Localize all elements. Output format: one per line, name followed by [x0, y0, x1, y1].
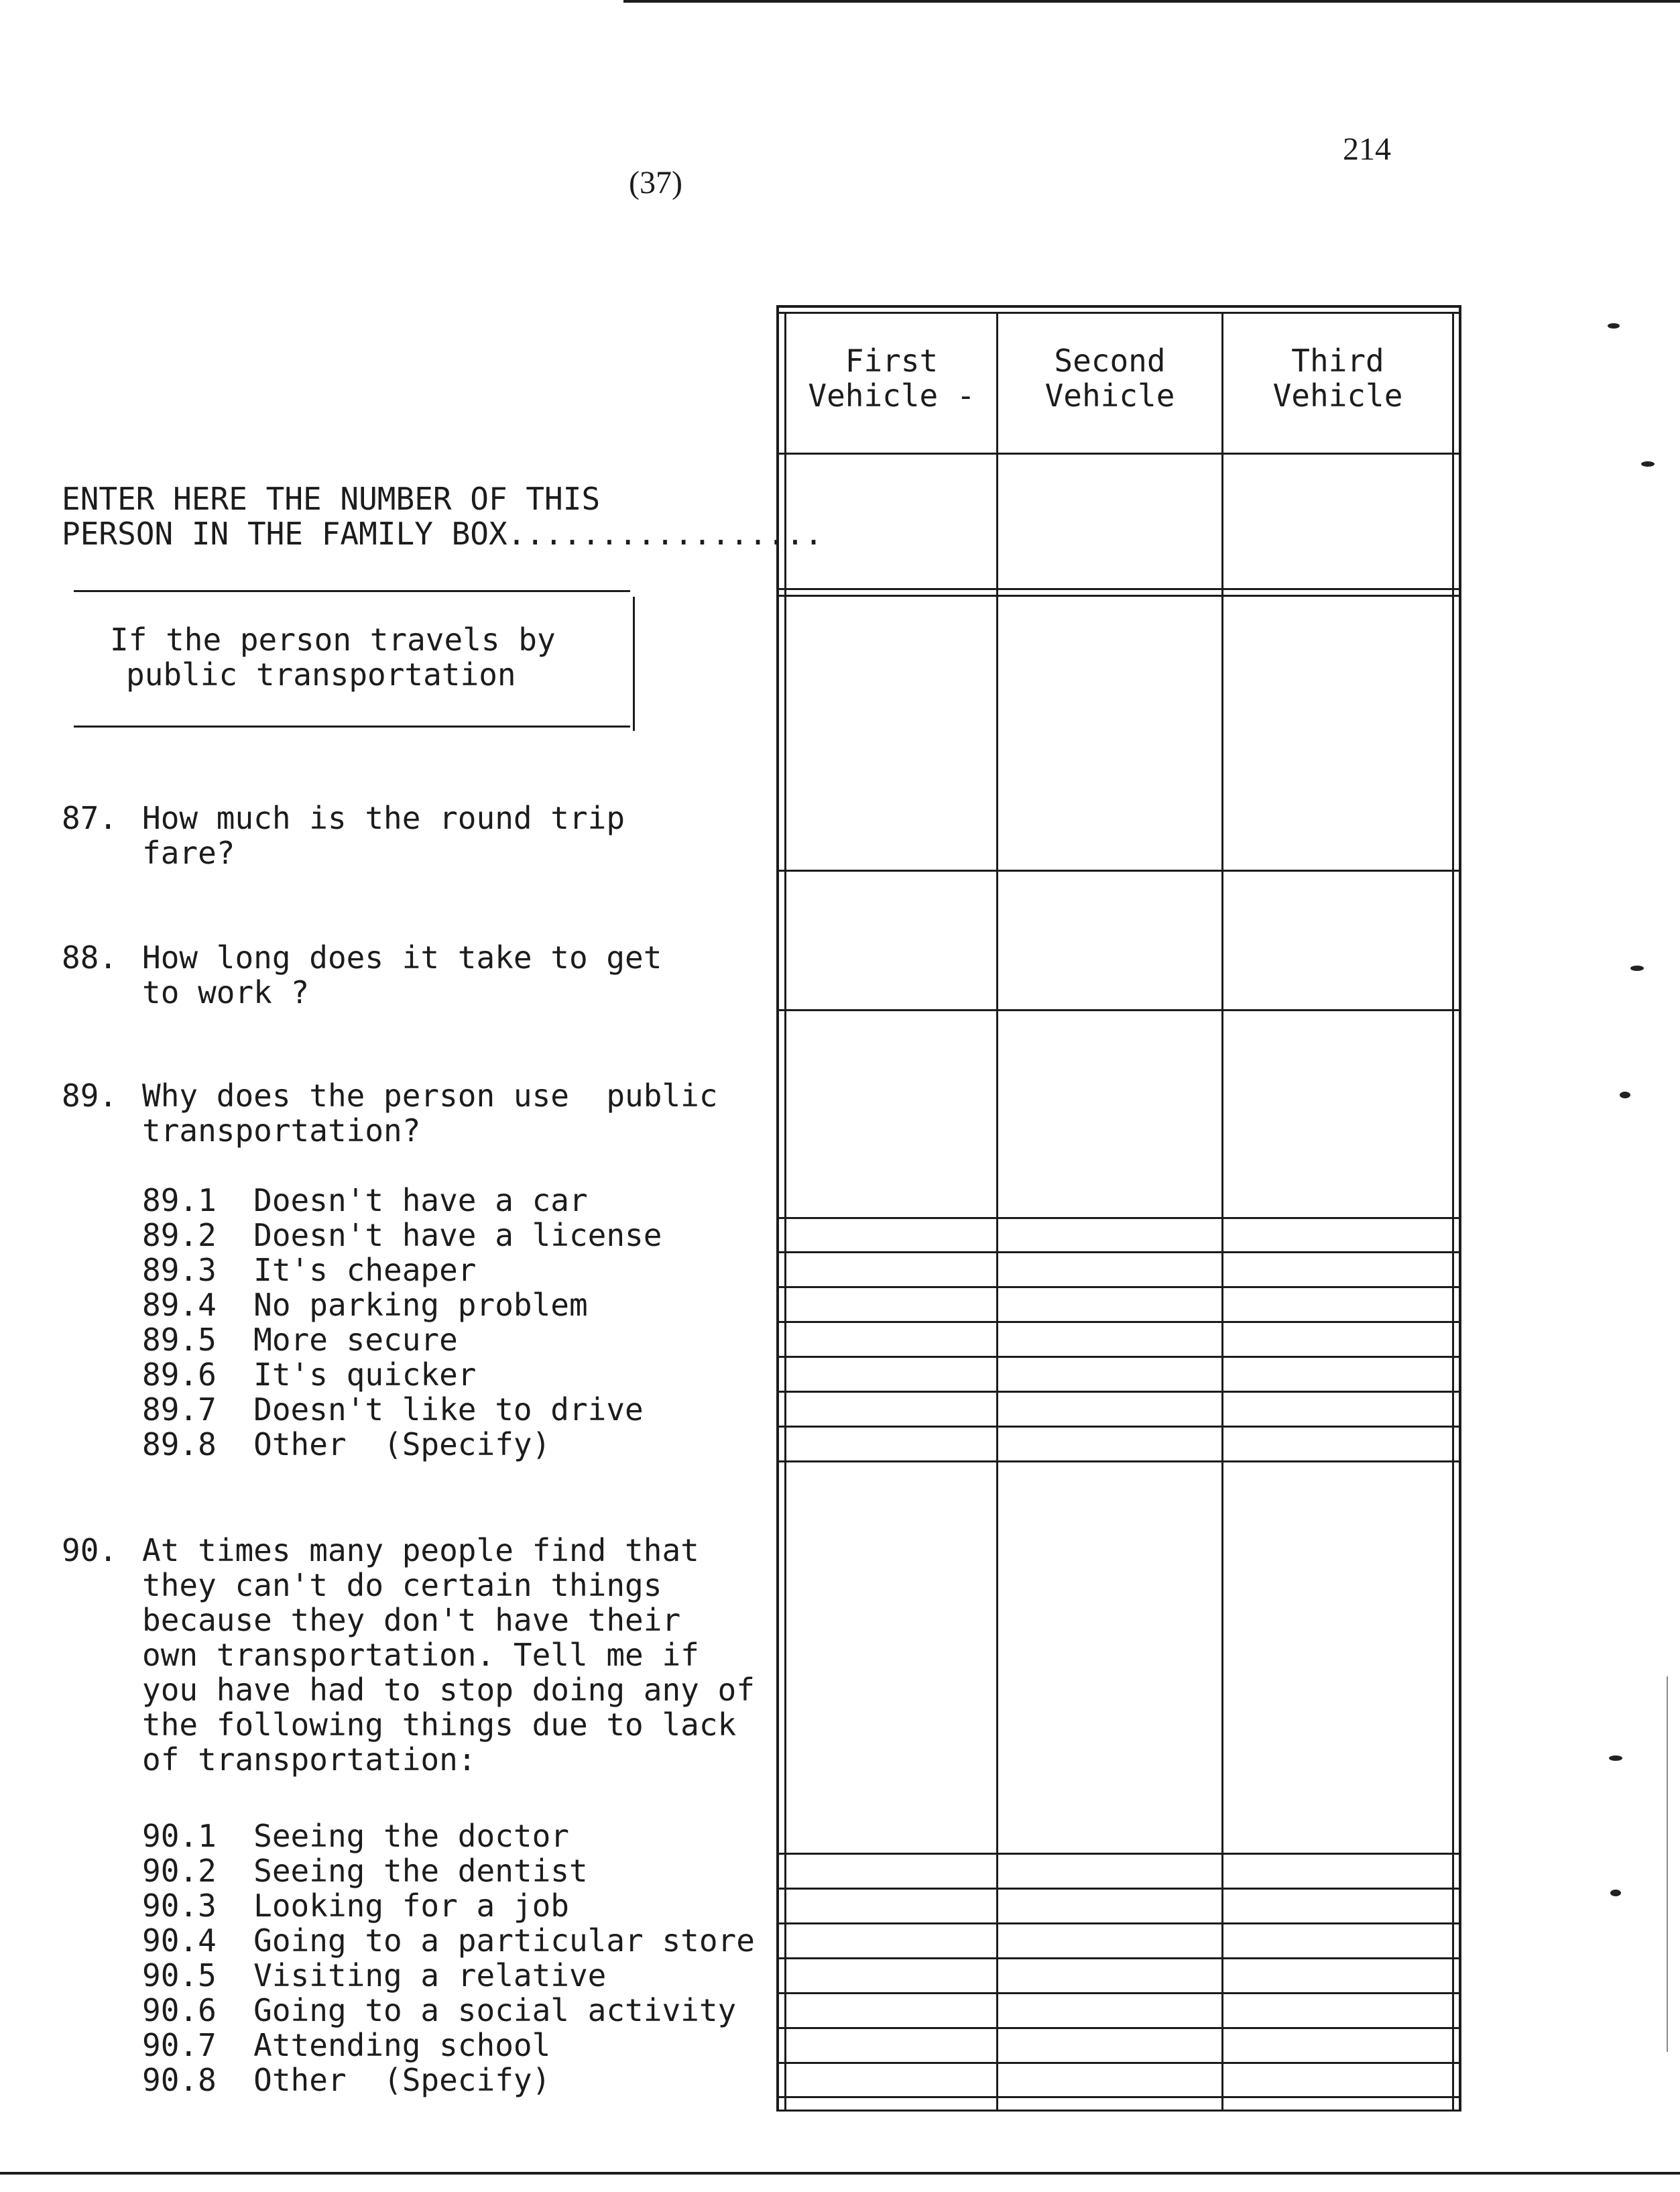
- public-box-line2: public transportation: [126, 656, 516, 693]
- q90-item-code: 90.2: [142, 1853, 217, 1889]
- form-number: (37): [629, 165, 682, 200]
- q90-item-label: Other (Specify): [253, 2062, 551, 2098]
- grid-top-border: [776, 305, 1461, 308]
- q89-item-5: [142, 1322, 458, 1357]
- grid-col-sep-1: [996, 312, 998, 2112]
- q89-item-code: 89.8: [142, 1426, 217, 1462]
- grid-double-rule-b: [776, 595, 1461, 597]
- grid-col-sep-2: [1221, 312, 1223, 2112]
- public-box-top: [74, 590, 630, 592]
- grid-rule-90-1: [776, 1888, 1461, 1890]
- page-number: 214: [1343, 131, 1391, 167]
- q89-line1: Why does the person use public: [142, 1078, 718, 1114]
- scan-speck: [1620, 1092, 1630, 1098]
- q90-item-8: [142, 2063, 550, 2097]
- grid-header-rule: [776, 453, 1461, 455]
- q90-item-6: [142, 1993, 736, 2028]
- column-header-first-vehicle: First Vehicle -: [808, 343, 975, 414]
- scan-speck: [1610, 1890, 1621, 1896]
- q90-line-2: they can't do certain things: [142, 1567, 662, 1603]
- q90-item-1: [142, 1819, 569, 1853]
- q89-item-label: No parking problem: [253, 1287, 588, 1323]
- grid-right-border-outer: [1459, 305, 1461, 2112]
- q90-item-7: [142, 2028, 550, 2063]
- q89-item-code: 89.3: [142, 1252, 217, 1288]
- grid-top-border-inner: [776, 312, 1461, 314]
- q89-item-code: 89.7: [142, 1391, 217, 1428]
- scan-speck: [1608, 323, 1620, 329]
- q89-item-label: Doesn't have a car: [253, 1182, 588, 1218]
- q89-item-7: [142, 1392, 644, 1427]
- q89-item-code: 89.6: [142, 1357, 217, 1393]
- grid-rule-89-top: [776, 1217, 1461, 1219]
- q90-item-label: Going to a social activity: [253, 1992, 737, 2028]
- public-box-bottom: [74, 726, 630, 728]
- q90-line-7: of transportation:: [142, 1741, 477, 1778]
- q89-line2: transportation?: [142, 1112, 421, 1149]
- grid-rule-89-6: [776, 1426, 1461, 1428]
- q90-item-label: Attending school: [253, 2027, 551, 2063]
- top-edge-line: [623, 0, 1680, 3]
- q90-line-5: you have had to stop doing any of: [142, 1672, 755, 1708]
- q89-item-label: It's quicker: [253, 1357, 477, 1393]
- q90-item-code: 90.5: [142, 1957, 217, 1994]
- q88-line2: to work ?: [142, 974, 310, 1011]
- q90-item-5: [142, 1958, 606, 1993]
- grid-rule-89-4: [776, 1356, 1461, 1358]
- q90-item-code: 90.3: [142, 1888, 217, 1924]
- q90-line-6: the following things due to lack: [142, 1707, 737, 1743]
- q90-line-3: because they don't have their: [142, 1602, 681, 1638]
- grid-rule-q87: [776, 870, 1461, 872]
- bottom-edge-line: [0, 2172, 1680, 2175]
- q89-item-label: It's cheaper: [253, 1252, 477, 1288]
- q87-line2: fare?: [142, 835, 235, 871]
- q89-item-label: Doesn't have a license: [253, 1217, 662, 1253]
- q90-item-label: Visiting a relative: [253, 1957, 607, 1994]
- q89-item-3: [142, 1253, 477, 1287]
- q90-item-code: 90.1: [142, 1818, 217, 1854]
- q89-item-2: [142, 1218, 662, 1253]
- enter-number-line2: PERSON IN THE FAMILY BOX.................: [62, 516, 823, 552]
- q90-item-label: Seeing the doctor: [253, 1818, 569, 1854]
- q89-item-8: [142, 1427, 550, 1462]
- grid-left-border-inner: [784, 312, 786, 2112]
- q89-item-code: 89.5: [142, 1322, 217, 1358]
- q87-line1: How much is the round trip: [142, 800, 625, 836]
- grid-rule-89-2: [776, 1286, 1461, 1288]
- q89-item-code: 89.2: [142, 1217, 217, 1253]
- q90-line-1: At times many people find that: [142, 1532, 699, 1568]
- q88-line1: How long does it take to get: [142, 939, 662, 976]
- q90-item-3: [142, 1888, 569, 1923]
- grid-left-border: [776, 305, 779, 2112]
- q88-number: 88.: [62, 939, 118, 976]
- grid-rule-q88: [776, 1009, 1461, 1011]
- q90-item-code: 90.4: [142, 1922, 217, 1959]
- q90-item-code: 90.7: [142, 2027, 217, 2063]
- grid-right-border: [1452, 312, 1454, 2112]
- q90-line-4: own transportation. Tell me if: [142, 1637, 699, 1673]
- grid-rule-90-2: [776, 1922, 1461, 1924]
- grid-rule-89-5: [776, 1391, 1461, 1393]
- column-header-third-vehicle: Third Vehicle: [1272, 343, 1403, 414]
- grid-rule-90-3: [776, 1957, 1461, 1959]
- scan-speck: [1609, 1755, 1622, 1761]
- public-box-right: [633, 597, 635, 731]
- q90-item-4: [142, 1923, 755, 1958]
- grid-double-rule-a: [776, 588, 1461, 590]
- q90-item-code: 90.6: [142, 1992, 217, 2028]
- grid-rule-90-5: [776, 2027, 1461, 2029]
- q89-item-4: [142, 1287, 588, 1322]
- q90-item-2: [142, 1853, 588, 1888]
- q89-item-code: 89.1: [142, 1182, 217, 1218]
- q89-item-1: [142, 1183, 588, 1218]
- grid-rule-90-6: [776, 2062, 1461, 2064]
- scan-speck: [1630, 966, 1644, 971]
- q89-item-code: 89.4: [142, 1287, 217, 1323]
- q90-number: 90.: [62, 1532, 118, 1568]
- q90-item-code: 90.8: [142, 2062, 217, 2098]
- q90-item-label: Seeing the dentist: [253, 1853, 588, 1889]
- public-box-line1: If the person travels by: [110, 622, 556, 658]
- q87-number: 87.: [62, 800, 118, 836]
- scan-speck: [1641, 461, 1655, 467]
- q90-item-label: Going to a particular store: [253, 1922, 755, 1959]
- grid-rule-90-top: [776, 1853, 1461, 1855]
- scan-edge-mark: [1667, 1676, 1668, 2052]
- q89-item-label: Other (Specify): [253, 1426, 551, 1462]
- q89-item-label: Doesn't like to drive: [253, 1391, 644, 1428]
- grid-rule-89-1: [776, 1251, 1461, 1253]
- column-header-second-vehicle: Second Vehicle: [1044, 343, 1175, 414]
- enter-number-line1: ENTER HERE THE NUMBER OF THIS: [62, 481, 601, 517]
- q89-item-label: More secure: [253, 1322, 458, 1358]
- grid-rule-90-7: [776, 2096, 1461, 2098]
- q89-number: 89.: [62, 1078, 118, 1114]
- grid-rule-90-4: [776, 1992, 1461, 1994]
- q89-item-6: [142, 1357, 477, 1392]
- grid-rule-89-3: [776, 1321, 1461, 1323]
- grid-bottom-border: [776, 2110, 1461, 2112]
- q90-item-label: Looking for a job: [253, 1888, 569, 1924]
- grid-rule-89-7: [776, 1460, 1461, 1462]
